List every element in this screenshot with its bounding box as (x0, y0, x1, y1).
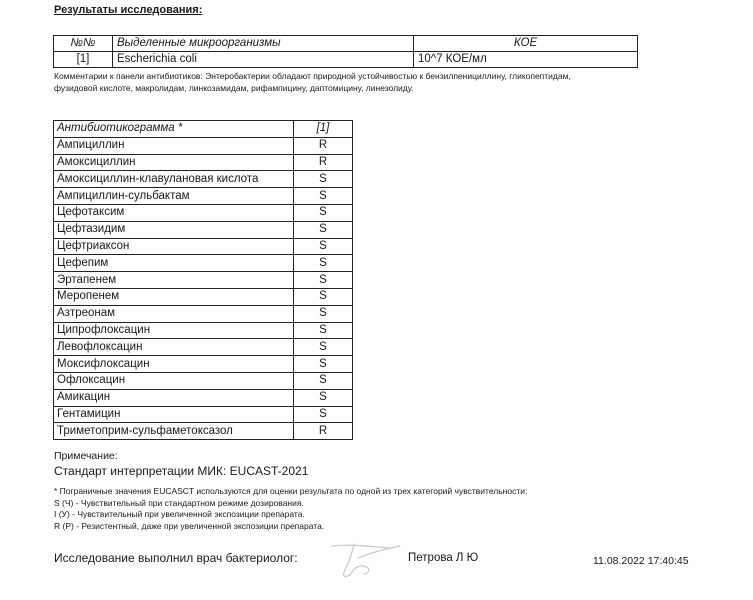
handwritten-signature-icon (318, 534, 408, 584)
antibiotic-panel-comment (54, 70, 734, 94)
susceptibility-value: S (294, 238, 353, 255)
note-label: Примечание: (54, 450, 118, 462)
footnote-line: I (У) - Чувствительный при увеличенной экспозиции препарата. (54, 509, 305, 520)
antibiogram-row (54, 288, 353, 305)
antibiotic-name: Цефотаксим (54, 204, 294, 221)
antibiogram-row (54, 204, 353, 221)
susceptibility-value: S (294, 255, 353, 272)
antibiotic-name: Триметоприм-сульфаметоксазол (54, 423, 294, 440)
organism-header-number: №№ (54, 36, 113, 52)
organism-cfu: 10^7 КОЕ/мл (414, 52, 638, 68)
antibiotic-name: Цефепим (54, 255, 294, 272)
antibiotic-name: Ампициллин-сульбактам (54, 188, 294, 205)
antibiogram-row (54, 255, 353, 272)
antibiogram-row (54, 221, 353, 238)
susceptibility-value: S (294, 305, 353, 322)
antibiotic-name: Азтреонам (54, 305, 294, 322)
susceptibility-value: S (294, 188, 353, 205)
antibiotic-name: Ципрофлоксацин (54, 322, 294, 339)
antibiogram-row (54, 238, 353, 255)
antibiotic-name: Амикацин (54, 389, 294, 406)
antibiotic-name: Гентамицин (54, 406, 294, 423)
antibiogram-row (54, 389, 353, 406)
antibiogram-row (54, 406, 353, 423)
antibiogram-row (54, 272, 353, 289)
footnote-line: * Пограничные значения EUCASCT используются для оценки результата по одной из трех категорий чувствительности: (54, 486, 528, 496)
footnote-line: R (Р) - Резистентный, даже при увеличенной экспозиции препарата. (54, 520, 325, 531)
antibiotic-name: Левофлоксацин (54, 339, 294, 356)
antibiogram-table (53, 120, 353, 440)
antibiogram-row (54, 339, 353, 356)
antibiogram-row (54, 305, 353, 322)
antibiotic-name: Эртапенем (54, 272, 294, 289)
footnotes (54, 486, 527, 532)
susceptibility-value: S (294, 356, 353, 373)
susceptibility-value: S (294, 322, 353, 339)
susceptibility-value: S (294, 204, 353, 221)
antibiotic-name: Амоксициллин-клавулановая кислота (54, 171, 294, 188)
antibiotic-name: Меропенем (54, 288, 294, 305)
organism-row (54, 52, 638, 68)
susceptibility-value: R (294, 137, 353, 154)
organism-name: Escherichia coli (113, 52, 414, 68)
organism-header-row (54, 36, 638, 52)
susceptibility-value: S (294, 221, 353, 238)
susceptibility-value: S (294, 339, 353, 356)
organism-number: [1] (54, 52, 113, 68)
antibiotic-name: Цефтазидим (54, 221, 294, 238)
antibiogram-row (54, 137, 353, 154)
doctor-name: Петрова Л Ю (408, 552, 479, 564)
antibiogram-row (54, 154, 353, 171)
susceptibility-value: R (294, 423, 353, 440)
susceptibility-value: S (294, 288, 353, 305)
antibiogram-row (54, 188, 353, 205)
susceptibility-value: S (294, 389, 353, 406)
susceptibility-value: S (294, 406, 353, 423)
antibiogram-row (54, 372, 353, 389)
footnote-line: S (Ч) - Чувствительный при стандартном режиме дозирования. (54, 497, 304, 508)
antibiogram-row (54, 171, 353, 188)
section-title: Результаты исследования: (54, 4, 203, 16)
comment-line: фузидовой кислоте, макролидам, линкозамидам, рифампицину, даптомицину, линезолиду. (54, 83, 414, 93)
antibiogram-row (54, 322, 353, 339)
antibiotic-name: Ампициллин (54, 137, 294, 154)
antibiotic-name: Цефтриаксон (54, 238, 294, 255)
organism-header-cfu: КОЕ (414, 36, 638, 52)
antibiogram-row (54, 423, 353, 440)
organism-header-name: Выделенные микроорганизмы (113, 36, 414, 52)
antibiotic-name: Офлоксацин (54, 372, 294, 389)
susceptibility-value: S (294, 372, 353, 389)
antibiogram-row (54, 356, 353, 373)
susceptibility-value: S (294, 171, 353, 188)
organism-table (53, 35, 638, 68)
antibiotic-name: Моксифлоксацин (54, 356, 294, 373)
antibiogram-header-value: [1] (294, 121, 353, 138)
susceptibility-value: S (294, 272, 353, 289)
antibiotic-name: Амоксициллин (54, 154, 294, 171)
interpretation-standard: Стандарт интерпретации МИК: EUCAST-2021 (54, 464, 309, 478)
signature-line-label: Исследование выполнил врач бактериолог: (54, 551, 298, 565)
comment-line: Комментарии к панели антибиотиков: Энтеробактерии обладают природной устойчивостью к бензилпенициллину, гликопептидам, (54, 71, 571, 81)
antibiogram-header-row (54, 121, 353, 138)
antibiogram-header-label: Антибиотикограмма * (54, 121, 294, 138)
report-datetime: 11.08.2022 17:40:45 (593, 555, 689, 567)
susceptibility-value: R (294, 154, 353, 171)
